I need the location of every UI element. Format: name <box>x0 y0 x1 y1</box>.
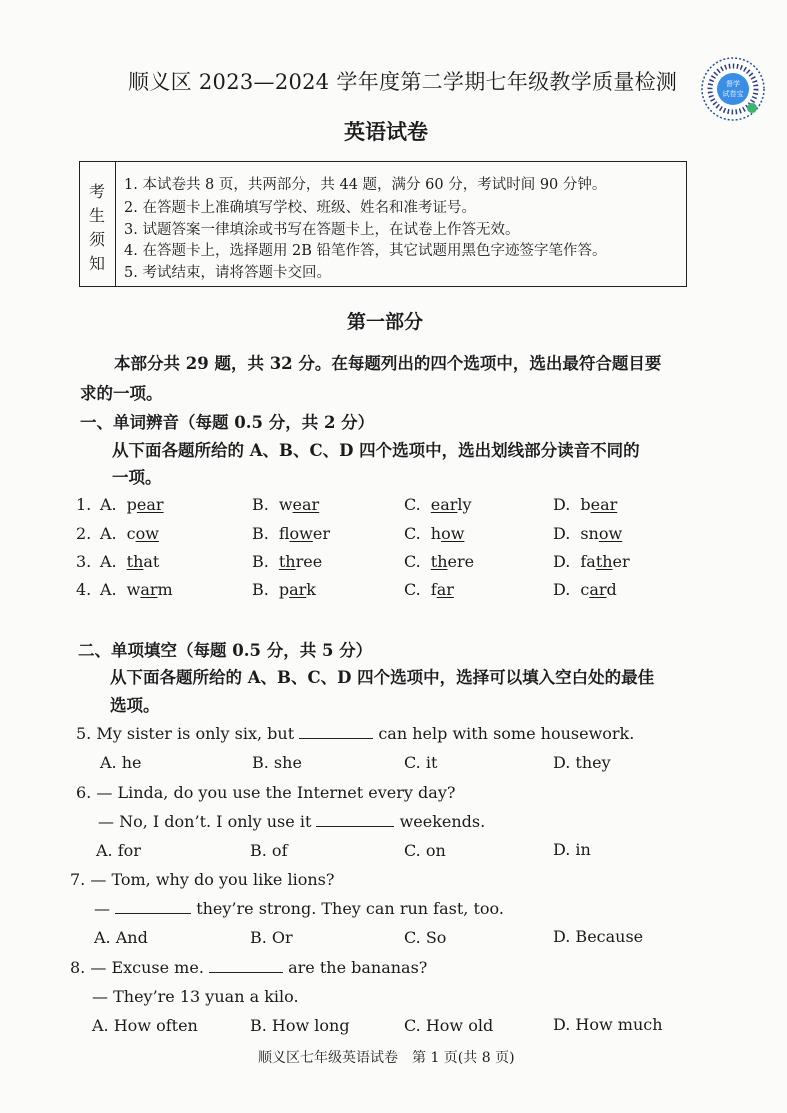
underlined-part: th <box>278 552 296 571</box>
section-instructions-cont: 一项。 <box>112 468 162 487</box>
word-part: sn <box>580 524 599 543</box>
option <box>404 495 472 514</box>
option: A. And <box>94 928 148 947</box>
word-part: at <box>143 552 160 571</box>
question-text: weekends. <box>399 812 486 831</box>
word-part: d <box>606 580 617 599</box>
word-part: er <box>612 552 630 571</box>
notice-line: 1. 本试卷共 8 页，共两部分，共 44 题，满分 60 分，考试时间 90 分钟。 <box>124 177 607 193</box>
word-part: k <box>306 580 316 599</box>
question-number: 8. <box>70 958 86 977</box>
option-letter: A. <box>100 524 117 543</box>
notice-head-char: 须 <box>89 230 106 249</box>
word-part: w <box>126 580 141 599</box>
question-number: 3. <box>76 552 92 571</box>
question-number: 1. <box>76 495 92 514</box>
answer-blank <box>115 899 191 914</box>
word-part: er <box>312 524 330 543</box>
option <box>252 552 322 571</box>
option: A. for <box>96 841 141 860</box>
question-stem <box>76 783 455 802</box>
option: D. Because <box>553 927 644 946</box>
underlined-part: ear <box>136 495 164 514</box>
word-part: c <box>126 524 136 543</box>
question-text: — Linda, do you use the Internet every day? <box>96 783 456 802</box>
word-part: b <box>580 495 591 514</box>
section-heading: 一、单词辨音（每题 0.5 分，共 2 分） <box>80 413 375 432</box>
notice-line: 2. 在答题卡上准确填写学校、班级、姓名和准考证号。 <box>124 200 476 216</box>
option <box>404 524 464 543</box>
qr-code-icon <box>700 56 766 122</box>
exam-subtitle: 英语试卷 <box>344 119 428 144</box>
option <box>100 495 164 514</box>
underlined-part: th <box>595 552 613 571</box>
word-part: ly <box>457 495 472 514</box>
underlined-part: ear <box>590 495 618 514</box>
notice-head-char: 生 <box>89 206 106 225</box>
option-letter: C. <box>404 580 421 599</box>
underlined-part: ear <box>430 495 458 514</box>
qr-label-top: 督学 <box>726 80 740 88</box>
word-part: m <box>157 580 173 599</box>
question-text: can help with some housework. <box>378 724 635 743</box>
qr-label-bottom: 试卷宝 <box>722 90 744 98</box>
notice-line: 3. 试题答案一律填涂或书写在答题卡上，在试卷上作答无效。 <box>124 222 520 238</box>
option <box>553 580 617 599</box>
section-heading: 二、单项填空（每题 0.5 分，共 5 分） <box>78 641 373 660</box>
underlined-part: ar <box>436 580 454 599</box>
option: B. How long <box>250 1016 350 1035</box>
word-part: ree <box>295 552 323 571</box>
option <box>553 495 617 514</box>
option-letter: D. <box>553 580 571 599</box>
option-letter: C. <box>404 495 421 514</box>
question-line: — They’re 13 yuan a kilo. <box>92 987 299 1006</box>
option <box>100 552 159 571</box>
underlined-part: ow <box>135 524 159 543</box>
question-number: 6. <box>76 783 92 802</box>
underlined-part: th <box>430 552 448 571</box>
notice-head-char: 考 <box>89 182 106 201</box>
option <box>100 580 173 599</box>
page-footer: 顺义区七年级英语试卷 第 1 页(共 8 页) <box>258 1050 515 1066</box>
option-letter: D. <box>553 495 571 514</box>
underlined-part: th <box>126 552 144 571</box>
question-line <box>94 899 504 918</box>
section-instructions-cont: 选项。 <box>110 696 160 715</box>
part-title: 第一部分 <box>347 311 424 333</box>
question-stem <box>70 958 427 977</box>
option: D. they <box>553 753 611 772</box>
option <box>252 495 319 514</box>
question-text: — No, I don’t. I only use it <box>98 812 312 831</box>
notice-line: 4. 在答题卡上，选择题用 2B 铅笔作答，其它试题用黑色字迹签字笔作答。 <box>124 243 607 259</box>
word-part: h <box>430 524 442 543</box>
option-letter: A. <box>100 580 117 599</box>
question-number: 4. <box>76 580 92 599</box>
question-text: My sister is only six, but <box>96 724 295 743</box>
answer-blank <box>299 724 373 739</box>
option <box>252 524 330 543</box>
question-line <box>98 812 485 831</box>
option-letter: A. <box>100 495 117 514</box>
option: D. in <box>553 840 591 859</box>
part-intro-cont: 求的一项。 <box>80 384 163 403</box>
option: B. of <box>250 841 288 860</box>
underlined-part: ear <box>292 495 320 514</box>
question-text: — <box>94 899 110 918</box>
option: B. she <box>252 753 302 772</box>
option: C. How old <box>404 1016 494 1035</box>
underlined-part: ar <box>589 580 607 599</box>
question-number: 2. <box>76 524 92 543</box>
word-part: w <box>278 495 293 514</box>
underlined-part: ow <box>289 524 313 543</box>
option: C. it <box>404 753 438 772</box>
option: A. How often <box>92 1016 198 1035</box>
question-text: — Tom, why do you like lions? <box>90 870 335 889</box>
option: B. Or <box>250 928 293 947</box>
word-part: p <box>126 495 137 514</box>
underlined-part: ar <box>140 580 158 599</box>
question-text: — Excuse me. <box>90 958 204 977</box>
option <box>252 580 316 599</box>
option: A. he <box>100 753 142 772</box>
option <box>404 552 474 571</box>
underlined-part: ar <box>289 580 307 599</box>
option <box>404 580 454 599</box>
option <box>553 552 630 571</box>
option-letter: B. <box>252 552 269 571</box>
option: C. on <box>404 841 446 860</box>
option-letter: D. <box>553 552 571 571</box>
option-letter: A. <box>100 552 117 571</box>
word-part: ere <box>447 552 475 571</box>
word-part: c <box>580 580 590 599</box>
option-letter: C. <box>404 524 421 543</box>
notice-head <box>80 162 116 286</box>
option-letter: B. <box>252 580 269 599</box>
word-part: f <box>430 580 437 599</box>
word-part: p <box>278 580 290 599</box>
section-instructions: 从下面各题所给的 A、B、C、D 四个选项中，选择可以填入空白处的最佳 <box>110 668 655 687</box>
exam-title: 顺义区 2023—2024 学年度第二学期七年级教学质量检测 <box>128 70 678 94</box>
question-number: 7. <box>70 870 86 889</box>
option-letter: B. <box>252 495 269 514</box>
option-letter: D. <box>553 524 571 543</box>
option-letter: B. <box>252 524 269 543</box>
part-intro: 本部分共 29 题，共 32 分。在每题列出的四个选项中，选出最符合题目要 <box>114 354 662 373</box>
option: C. So <box>404 928 447 947</box>
option <box>100 524 159 543</box>
underlined-part: ow <box>598 524 623 543</box>
underlined-part: ow <box>441 524 465 543</box>
question-number: 5. <box>76 724 92 743</box>
word-part: fl <box>278 524 290 543</box>
question-stem <box>76 724 634 743</box>
option <box>553 524 622 543</box>
notice-head-char: 知 <box>89 254 106 273</box>
answer-blank <box>209 958 283 973</box>
word-part: fa <box>580 552 596 571</box>
option-letter: C. <box>404 552 421 571</box>
option: D. How much <box>553 1015 663 1034</box>
question-text: are the bananas? <box>288 958 428 977</box>
section-instructions: 从下面各题所给的 A、B、C、D 四个选项中，选出划线部分读音不同的 <box>112 441 640 460</box>
notice-line: 5. 考试结束，请将答题卡交回。 <box>124 265 331 281</box>
question-stem <box>70 870 334 889</box>
question-text: they’re strong. They can run fast, too. <box>196 899 504 918</box>
answer-blank <box>316 812 394 827</box>
